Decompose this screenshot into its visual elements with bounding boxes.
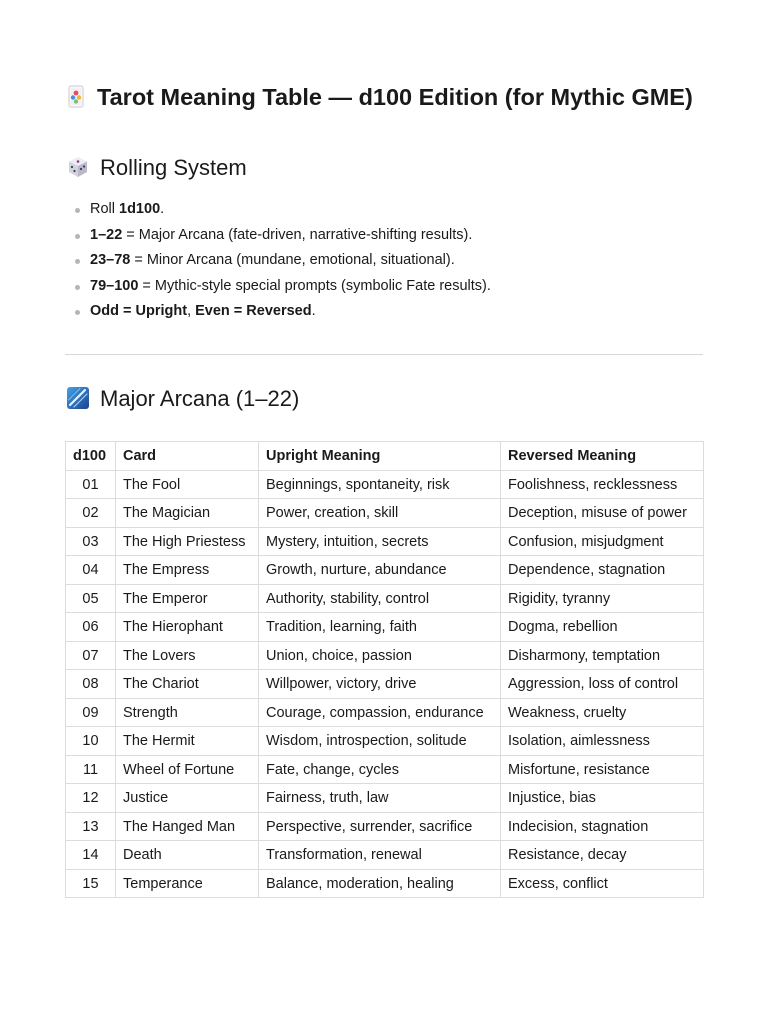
- column-header: Upright Meaning: [259, 442, 501, 471]
- table-row: [66, 869, 704, 898]
- cell-d100: 06: [66, 613, 116, 642]
- cell-card: The Lovers: [116, 641, 259, 670]
- cell-d100: 01: [66, 470, 116, 499]
- cell-upright: Beginnings, spontaneity, risk: [259, 470, 501, 499]
- list-item: Odd = Upright, Even = Reversed.: [72, 299, 491, 325]
- column-header: Card: [116, 442, 259, 471]
- table-row: [66, 784, 704, 813]
- cell-card: The Magician: [116, 499, 259, 528]
- section-divider: [65, 354, 703, 355]
- cell-d100: 03: [66, 527, 116, 556]
- table-row: [66, 470, 704, 499]
- cell-upright: Union, choice, passion: [259, 641, 501, 670]
- cell-d100: 14: [66, 841, 116, 870]
- cell-card: The Hanged Man: [116, 812, 259, 841]
- rolling-system-heading: [66, 154, 247, 186]
- table-row: [66, 698, 704, 727]
- cell-reversed: Weakness, cruelty: [501, 698, 704, 727]
- cell-card: The Hermit: [116, 727, 259, 756]
- cell-upright: Power, creation, skill: [259, 499, 501, 528]
- cell-card: Wheel of Fortune: [116, 755, 259, 784]
- list-item: Roll 1d100.: [72, 197, 491, 223]
- cell-upright: Fate, change, cycles: [259, 755, 501, 784]
- major-arcana-heading-text: Major Arcana (1–22): [100, 386, 300, 411]
- cell-upright: Fairness, truth, law: [259, 784, 501, 813]
- cell-d100: 13: [66, 812, 116, 841]
- cell-upright: Willpower, victory, drive: [259, 670, 501, 699]
- list-item: 23–78 = Minor Arcana (mundane, emotional, situational).: [72, 248, 491, 274]
- cell-d100: 12: [66, 784, 116, 813]
- cell-upright: Mystery, intuition, secrets: [259, 527, 501, 556]
- table-row: [66, 670, 704, 699]
- crystal-ball-icon: [66, 386, 90, 417]
- cell-reversed: Confusion, misjudgment: [501, 527, 704, 556]
- cell-upright: Tradition, learning, faith: [259, 613, 501, 642]
- cell-card: The High Priestess: [116, 527, 259, 556]
- cell-card: The Chariot: [116, 670, 259, 699]
- table-row: [66, 613, 704, 642]
- table-body: [66, 470, 704, 898]
- cell-reversed: Isolation, aimlessness: [501, 727, 704, 756]
- cell-reversed: Deception, misuse of power: [501, 499, 704, 528]
- page-title: [65, 82, 705, 117]
- cell-card: The Fool: [116, 470, 259, 499]
- table-row: [66, 527, 704, 556]
- cell-d100: 15: [66, 869, 116, 898]
- table-row: [66, 812, 704, 841]
- table-row: [66, 727, 704, 756]
- list-item: 79–100 = Mythic-style special prompts (symbolic Fate results).: [72, 274, 491, 300]
- page-title-text: Tarot Meaning Table — d100 Edition (for Mythic GME): [97, 84, 693, 110]
- table-header-row: [66, 442, 704, 471]
- tarot-card-icon: [65, 85, 87, 117]
- cell-card: The Empress: [116, 556, 259, 585]
- table-row: [66, 641, 704, 670]
- cell-reversed: Resistance, decay: [501, 841, 704, 870]
- table-row: [66, 841, 704, 870]
- cell-card: Temperance: [116, 869, 259, 898]
- cell-reversed: Excess, conflict: [501, 869, 704, 898]
- cell-d100: 10: [66, 727, 116, 756]
- cell-d100: 02: [66, 499, 116, 528]
- list-item: 1–22 = Major Arcana (fate-driven, narrative-shifting results).: [72, 223, 491, 249]
- table-row: [66, 584, 704, 613]
- cell-card: The Hierophant: [116, 613, 259, 642]
- major-arcana-table: [65, 441, 704, 898]
- cell-reversed: Injustice, bias: [501, 784, 704, 813]
- cell-reversed: Rigidity, tyranny: [501, 584, 704, 613]
- cell-d100: 07: [66, 641, 116, 670]
- cell-upright: Growth, nurture, abundance: [259, 556, 501, 585]
- cell-d100: 08: [66, 670, 116, 699]
- cell-reversed: Dependence, stagnation: [501, 556, 704, 585]
- cell-upright: Perspective, surrender, sacrifice: [259, 812, 501, 841]
- cell-upright: Balance, moderation, healing: [259, 869, 501, 898]
- cell-upright: Transformation, renewal: [259, 841, 501, 870]
- cell-d100: 04: [66, 556, 116, 585]
- rolling-system-heading-text: Rolling System: [100, 155, 247, 180]
- cell-d100: 05: [66, 584, 116, 613]
- cell-reversed: Misfortune, resistance: [501, 755, 704, 784]
- major-arcana-heading: [66, 385, 299, 417]
- cell-d100: 11: [66, 755, 116, 784]
- column-header: d100: [66, 442, 116, 471]
- cell-card: Justice: [116, 784, 259, 813]
- cell-card: Death: [116, 841, 259, 870]
- cell-d100: 09: [66, 698, 116, 727]
- column-header: Reversed Meaning: [501, 442, 704, 471]
- table-row: [66, 755, 704, 784]
- cell-reversed: Aggression, loss of control: [501, 670, 704, 699]
- cell-reversed: Disharmony, temptation: [501, 641, 704, 670]
- table-row: [66, 499, 704, 528]
- cell-upright: Wisdom, introspection, solitude: [259, 727, 501, 756]
- game-die-icon: [66, 155, 90, 186]
- cell-reversed: Dogma, rebellion: [501, 613, 704, 642]
- cell-upright: Courage, compassion, endurance: [259, 698, 501, 727]
- cell-upright: Authority, stability, control: [259, 584, 501, 613]
- table-row: [66, 556, 704, 585]
- cell-card: Strength: [116, 698, 259, 727]
- cell-reversed: Foolishness, recklessness: [501, 470, 704, 499]
- cell-reversed: Indecision, stagnation: [501, 812, 704, 841]
- rolling-rules-list: [72, 197, 491, 325]
- cell-card: The Emperor: [116, 584, 259, 613]
